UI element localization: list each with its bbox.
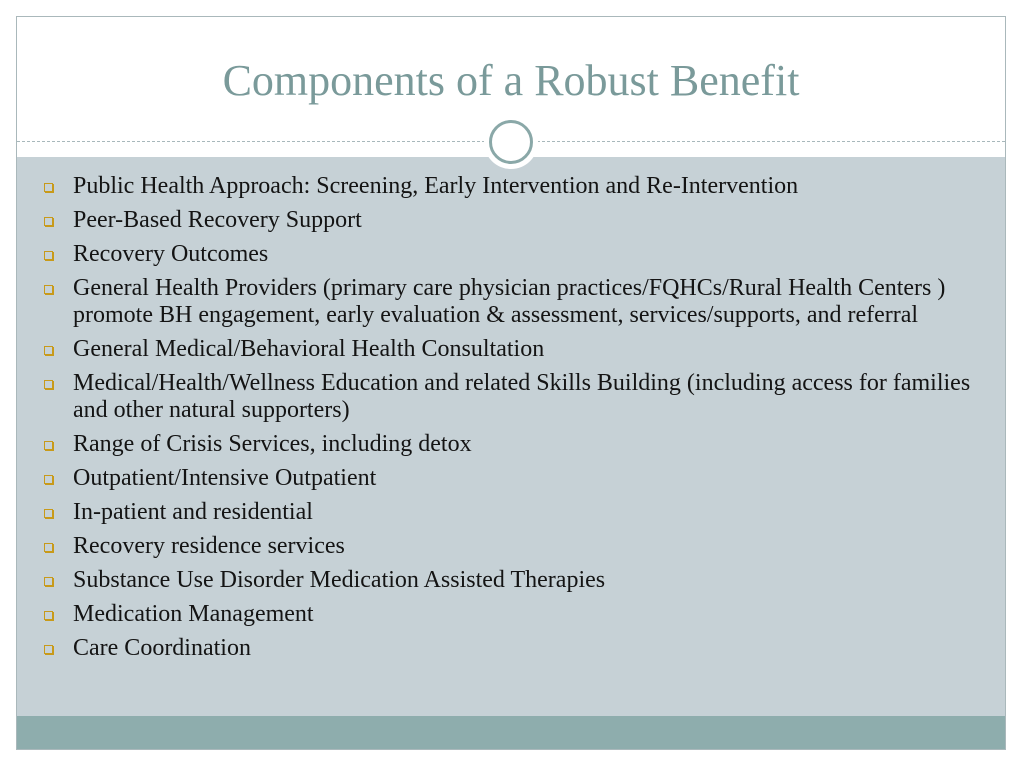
bullet-text: General Health Providers (primary care physician practices/FQHCs/Rural Health Centers ) promote BH engagement, early evaluation & assessment, services/supports, and referral (73, 275, 946, 328)
hollow-square-bullet-icon (44, 346, 53, 355)
bullet-text: Public Health Approach: Screening, Early Intervention and Re-Intervention (73, 173, 799, 199)
ornament-ring (489, 120, 533, 164)
bullet-item (41, 499, 991, 526)
bullet-item (41, 635, 991, 662)
hollow-square-bullet-icon (44, 543, 53, 552)
bullet-list (41, 173, 991, 669)
bullet-text: Medication Management (73, 601, 314, 627)
bullet-item (41, 275, 991, 329)
hollow-square-bullet-icon (44, 285, 53, 294)
bullet-text: General Medical/Behavioral Health Consultation (73, 336, 545, 362)
footer-bar (17, 716, 1005, 750)
bullet-text: In-patient and residential (73, 499, 313, 525)
bullet-text: Range of Crisis Services, including detox (73, 431, 472, 457)
bullet-item (41, 370, 991, 424)
slide (16, 16, 1006, 750)
bullet-text: Medical/Health/Wellness Education and related Skills Building (including access for families and other natural supporters) (73, 370, 971, 423)
bullet-text: Peer-Based Recovery Support (73, 207, 362, 233)
bullet-item (41, 465, 991, 492)
hollow-square-bullet-icon (44, 475, 53, 484)
hollow-square-bullet-icon (44, 183, 53, 192)
hollow-square-bullet-icon (44, 251, 53, 260)
bullet-item (41, 533, 991, 560)
slide-title: Components of a Robust Benefit (222, 56, 800, 105)
bullet-item (41, 336, 991, 363)
bullet-text: Recovery residence services (73, 533, 345, 559)
bullet-item (41, 241, 991, 268)
hollow-square-bullet-icon (44, 645, 53, 654)
bullet-text: Outpatient/Intensive Outpatient (73, 465, 377, 491)
hollow-square-bullet-icon (44, 509, 53, 518)
hollow-square-bullet-icon (44, 611, 53, 620)
bullet-item (41, 601, 991, 628)
hollow-square-bullet-icon (44, 441, 53, 450)
bullet-text: Recovery Outcomes (73, 241, 269, 267)
content-area (17, 157, 1005, 716)
bullet-item (41, 207, 991, 234)
bullet-item (41, 173, 991, 200)
bullet-item (41, 431, 991, 458)
hollow-square-bullet-icon (44, 380, 53, 389)
hollow-square-bullet-icon (44, 217, 53, 226)
circle-ring-icon (484, 115, 538, 169)
bullet-text: Substance Use Disorder Medication Assisted Therapies (73, 567, 606, 593)
bullet-item (41, 567, 991, 594)
hollow-square-bullet-icon (44, 577, 53, 586)
bullet-text: Care Coordination (73, 635, 251, 661)
